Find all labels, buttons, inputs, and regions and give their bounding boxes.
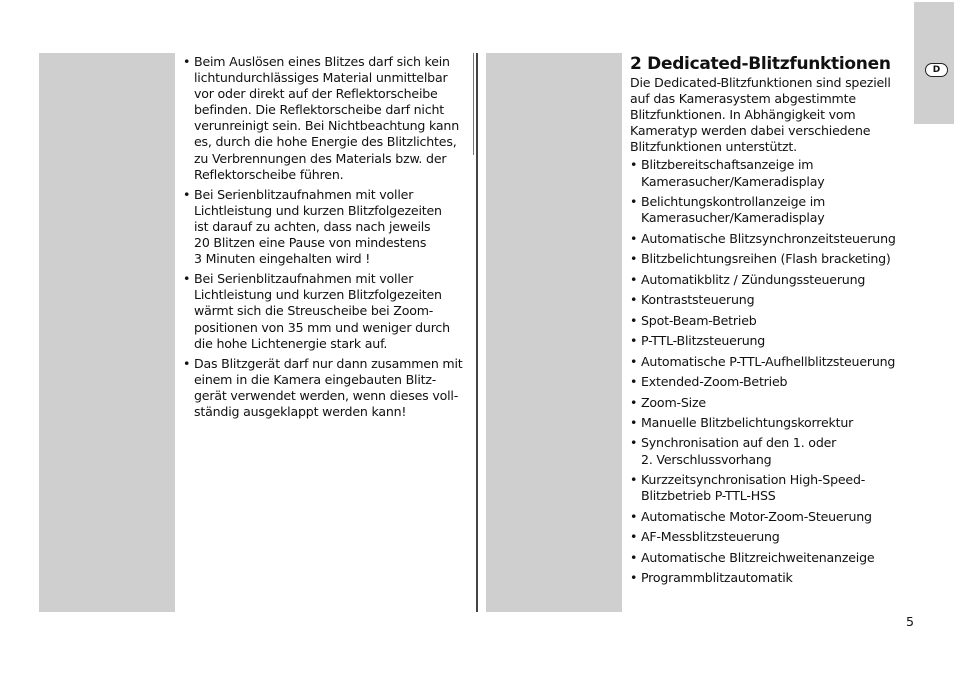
function-bullet-list xyxy=(630,157,910,586)
bullet-icon: • xyxy=(630,292,638,308)
list-item-text: Das Blitzgerät darf nur dann zusammen mit einem in die Kamera eingebauten Blitz- gerät verwendet werden, wenn dieses voll- ständig ausgeklappt werden kann! xyxy=(194,355,463,419)
list-item-text: Automatische Blitzsynchronzeitsteuerung xyxy=(641,230,896,246)
list-item xyxy=(630,415,910,431)
bullet-icon: • xyxy=(630,194,638,210)
list-item xyxy=(630,272,910,288)
list-item xyxy=(630,333,910,349)
bullet-icon: • xyxy=(630,157,638,173)
bullet-icon: • xyxy=(630,549,638,565)
list-item-text: Bei Serienblitzaufnahmen mit voller Lichtleistung und kurzen Blitzfolgezeiten ist darauf zu achten, dass nach jeweils 20 Blitzen eine Pause von mindestens 3 Minuten eingehalten wird ! xyxy=(194,186,442,267)
left-text-column xyxy=(183,54,467,424)
list-item-text: Extended-Zoom-Betrieb xyxy=(641,374,788,390)
list-item-text: Manuelle Blitzbelichtungskorrektur xyxy=(641,414,854,430)
bullet-icon: • xyxy=(630,394,638,410)
bullet-icon: • xyxy=(630,570,638,586)
list-item-text: Kontraststeuerung xyxy=(641,292,755,308)
list-item-text: Blitzbelichtungsreihen (Flash bracketing) xyxy=(641,251,891,267)
bullet-icon: • xyxy=(183,271,191,287)
list-item-text: Belichtungskontrollanzeige im Kamerasucher/Kameradisplay xyxy=(641,194,826,226)
bullet-icon: • xyxy=(630,508,638,524)
section-heading: 2 Dedicated-Blitzfunktionen xyxy=(630,54,891,74)
list-item-text: P-TTL-Blitzsteuerung xyxy=(641,333,766,349)
list-item xyxy=(183,356,467,420)
list-item-text: Kurzzeitsynchronisation High-Speed- Blitzbetrieb P-TTL-HSS xyxy=(641,472,866,504)
list-item xyxy=(630,231,910,247)
bullet-icon: • xyxy=(630,230,638,246)
list-item xyxy=(630,374,910,390)
bullet-icon: • xyxy=(630,472,638,488)
list-item xyxy=(183,271,467,351)
bullet-icon: • xyxy=(630,271,638,287)
list-item-text: Zoom-Size xyxy=(641,394,706,410)
list-item xyxy=(630,529,910,545)
list-item-text: Beim Auslösen eines Blitzes darf sich kein lichtundurchlässiges Material unmittelbar vor oder direkt auf der Reflektorscheibe befinden. Die Reflektorscheibe darf nicht verunreinigt sein. Bei Nichtbeachtung kann es, durch die hohe Energie des Blitzlichtes, zu Verbrennungen des Materials bzw. der Reflektorscheibe führen. xyxy=(194,54,459,182)
bullet-icon: • xyxy=(630,333,638,349)
right-text-column xyxy=(630,53,910,591)
bullet-icon: • xyxy=(630,312,638,328)
bullet-icon: • xyxy=(630,374,638,390)
list-item-text: Automatikblitz / Zündungssteuerung xyxy=(641,271,866,287)
list-item-text: Spot-Beam-Betrieb xyxy=(641,312,757,328)
list-item-text: Automatische P-TTL-Aufhellblitzsteuerung xyxy=(641,353,896,369)
list-item-text: Synchronisation auf den 1. oder 2. Verschlussvorhang xyxy=(641,435,837,467)
list-item xyxy=(630,472,910,504)
list-item-text: Blitzbereitschaftsanzeige im Kamerasucher/Kameradisplay xyxy=(641,157,825,189)
bullet-icon: • xyxy=(183,54,191,69)
list-item xyxy=(630,292,910,308)
column-divider-short xyxy=(473,53,474,155)
bullet-icon: • xyxy=(183,186,191,202)
list-item-text: Automatische Blitzreichweitenanzeige xyxy=(641,549,875,565)
bullet-icon: • xyxy=(183,355,191,371)
list-item xyxy=(630,395,910,411)
bullet-icon: • xyxy=(630,435,638,451)
section-intro: Die Dedicated-Blitzfunktionen sind speziell auf das Kamerasystem abgestimmte Blitzfunktionen. In Abhängigkeit vom Kameratyp werden dabei verschiedene Blitzfunktionen unterstützt. xyxy=(630,75,891,155)
list-item-text: Bei Serienblitzaufnahmen mit voller Lichtleistung und kurzen Blitzfolgezeiten wärmt sich die Streuscheibe bei Zoom- positionen von 35 mm und weniger durch die hohe Lichtenergie stark auf. xyxy=(194,271,450,351)
list-item-text: AF-Messblitzsteuerung xyxy=(641,529,780,545)
list-item xyxy=(630,550,910,566)
column-divider xyxy=(476,53,478,612)
bullet-icon: • xyxy=(630,353,638,369)
bullet-icon: • xyxy=(630,414,638,430)
list-item xyxy=(630,157,910,189)
list-item xyxy=(630,509,910,525)
bullet-icon: • xyxy=(630,529,638,545)
list-item xyxy=(630,435,910,467)
list-item xyxy=(183,187,467,267)
safety-bullet-list xyxy=(183,54,467,420)
left-margin-panel xyxy=(39,53,175,612)
language-tab-label: D xyxy=(925,63,948,77)
list-item xyxy=(630,570,910,586)
list-item-text: Automatische Motor-Zoom-Steuerung xyxy=(641,508,872,524)
list-item xyxy=(630,251,910,267)
list-item-text: Programmblitzautomatik xyxy=(641,570,793,586)
bullet-icon: • xyxy=(630,251,638,267)
list-item xyxy=(630,354,910,370)
list-item xyxy=(630,194,910,226)
list-item xyxy=(183,54,467,183)
page-number: 5 xyxy=(906,614,915,629)
list-item xyxy=(630,313,910,329)
right-margin-panel xyxy=(486,53,622,612)
